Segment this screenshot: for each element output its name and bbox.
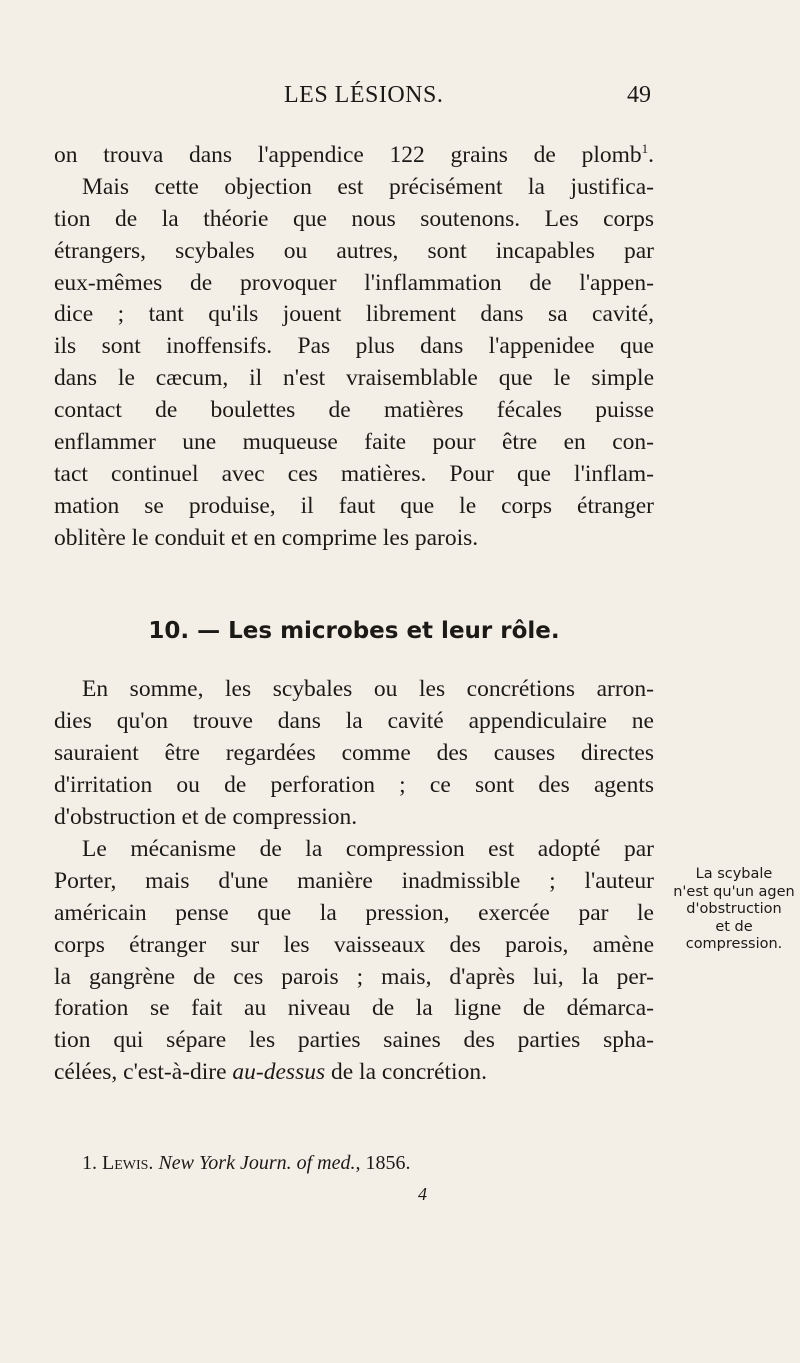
text-line: corps étranger sur les vaisseaux des parois, amène [54, 931, 654, 958]
text-line: foration se fait au niveau de la ligne de démarca- [54, 995, 654, 1022]
running-title: LES LÉSIONS. [284, 82, 444, 108]
margin-note-line: n'est qu'un agen [673, 883, 795, 900]
text-line: dies qu'on trouve dans la cavité appendiculaire ne [54, 707, 654, 734]
footnote-journal: New York Journ. of med. [158, 1152, 356, 1174]
section-heading: 10. — Les microbes et leur rôle. [148, 618, 560, 644]
text-line: la gangrène de ces parois ; mais, d'après lui, la per- [54, 963, 654, 990]
footnote-year: , 1856. [355, 1152, 411, 1174]
text-line: dice ; tant qu'ils jouent librement dans sa cavité, [54, 301, 654, 328]
text-line: Le mécanisme de la compression est adopté par [82, 836, 654, 862]
margin-note [668, 866, 800, 954]
text-line: enflammer une muqueuse faite pour être en con- [54, 429, 654, 456]
text-line: on trouva dans l'appendice 122 grains de plomb$^1$. [54, 141, 654, 168]
footnote-ref: 1 [641, 141, 649, 157]
page-header [0, 82, 800, 116]
paragraph-1 [54, 140, 654, 555]
margin-note-line: et de [715, 918, 753, 935]
text-line: tion de la théorie que nous soutenons. Les corps [54, 205, 654, 232]
paragraph-3 [54, 834, 654, 1089]
text-line: mation se produise, il faut que le corps étranger [54, 492, 654, 519]
text-line: ils sont inoffensifs. Pas plus dans l'appenidee que [54, 333, 654, 360]
margin-note-line: d'obstruction [686, 901, 782, 917]
footnote-number: 1. [82, 1152, 97, 1174]
text-line: oblitère le conduit et en comprime les parois. [54, 524, 479, 551]
text-line: tact continuel avec ces matières. Pour que l'inflam- [54, 460, 654, 487]
text-line: américain pense que la pression, exercée par le [54, 899, 654, 926]
text-line: tion qui sépare les parties saines des parties spha- [54, 1027, 654, 1054]
text-line: d'obstruction et de compression. [54, 803, 358, 830]
text-line: Porter, mais d'une manière inadmissible ; l'auteur [54, 867, 654, 894]
margin-note-line: compression. [685, 936, 783, 952]
signature-mark: 4 [418, 1184, 427, 1204]
text-line: célées, c'est-à-dire au-dessus de la concrétion. [54, 1059, 487, 1086]
text-line: étrangers, scybales ou autres, sont incapables par [54, 237, 654, 264]
text-line: sauraient être regardées comme des causes directes [54, 739, 654, 766]
text-line: En somme, les scybales ou les concrétions arron- [82, 676, 654, 702]
paragraph-2 [54, 674, 654, 833]
text-line: Mais cette objection est précisément la justifica- [82, 173, 654, 200]
text-line: dans le cæcum, il n'est vraisemblable que le simple [54, 365, 654, 392]
page-number: 49 [627, 82, 651, 108]
text-line: d'irritation ou de perforation ; ce sont des agents [54, 771, 654, 798]
footnote [82, 1152, 410, 1175]
text-line: eux-mêmes de provoquer l'inflammation de l'appen- [54, 269, 654, 296]
italic-phrase: au-dessus [232, 1059, 326, 1086]
footnote-author: Lewis. [102, 1152, 154, 1174]
margin-note-line: La scybale [695, 866, 773, 882]
text-line: contact de boulettes de matières fécales puisse [54, 397, 654, 424]
